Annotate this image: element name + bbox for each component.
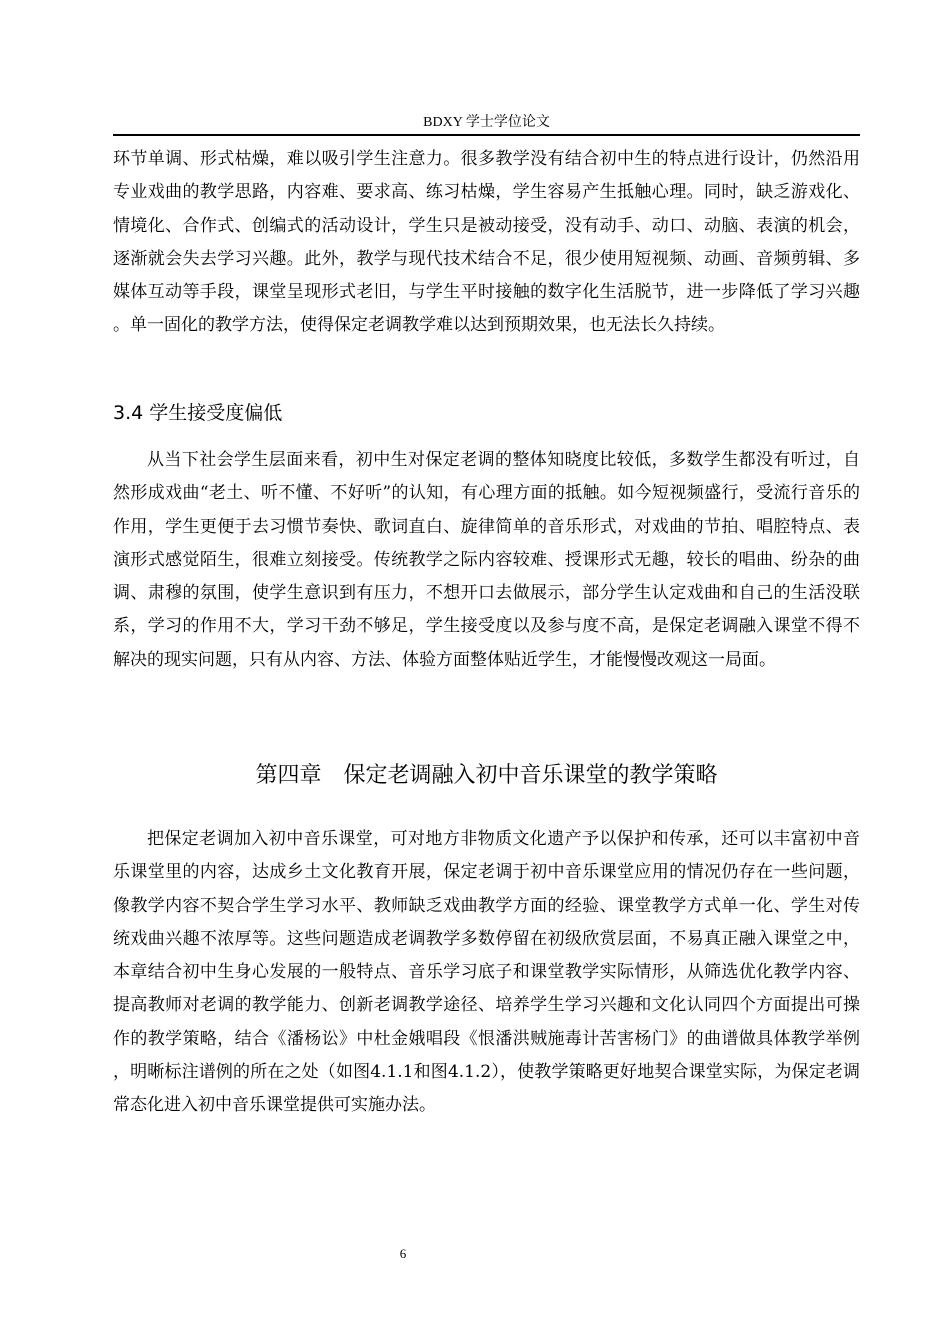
header-rule	[113, 134, 860, 136]
chapter-heading-4: 第四章 保定老调融入初中音乐课堂的教学策略	[255, 763, 718, 788]
running-header: BDXY 学士学位论文	[423, 115, 550, 130]
body-paragraph-continued: 环节单调、形式枯燥，难以吸引学生注意力。很多教学没有结合初中生的特点进行设计，仍然沿用专业戏曲的教学思路，内容难、要求高、练习枯燥，学生容易产生抵触心理。同时，缺乏游戏化、情境化、合作式、创编式的活动设计，学生只是被动接受，没有动手、动口、动脑、表演的机会，逐渐就会失去学习兴趣。此外，教学与现代技术结合不足，很少使用短视频、动画、音频剪辑、多媒体互动等手段，课堂呈现形式老旧，与学生平时接触的数字化生活脱节，进一步降低了学习兴趣。单一固化的教学方法，使得保定老调教学难以达到预期效果，也无法长久持续。	[113, 149, 860, 336]
body-paragraph-chapter-4: 把保定老调加入初中音乐课堂，可对地方非物质文化遗产予以保护和传承，还可以丰富初中音乐课堂里的内容，达成乡土文化教育开展，保定老调于初中音乐课堂应用的情况仍存在一些问题，像教学内容不契合学生学习水平、教师缺乏戏曲教学方面的经验、课堂教学方式单一化、学生对传统戏曲兴趣不浓厚等。这些问题造成老调教学多数停留在初级欣赏层面，不易真正融入课堂之中，本章结合初中生身心发展的一般特点、音乐学习底子和课堂教学实际情形，从筛选优化教学内容、提高教师对老调的教学能力、创新老调教学途径、培养学生学习兴趣和文化认同四个方面提出可操作的教学策略，结合《潘杨讼》中杜金娥唱段《恨潘洪贼施毒计苦害杨门》的曲谱做具体教学举例，明晰标注谱例的所在之处（如图4.1.1和图4.1.2），使教学策略更好地契合课堂实际，为保定老调常态化进入初中音乐课堂提供可实施办法。	[113, 829, 860, 1116]
section-heading-3-4: 3.4 学生接受度偏低	[113, 402, 283, 424]
body-paragraph-3-4: 从当下社会学生层面来看，初中生对保定老调的整体知晓度比较低，多数学生都没有听过，自然形成戏曲“老土、听不懂、不好听”的认知，有心理方面的抵触。如今短视频盛行，受流行音乐的作用，学生更便于去习惯节奏快、歌词直白、旋律简单的音乐形式，对戏曲的节拍、唱腔特点、表演形式感觉陌生，很难立刻接受。传统教学之际内容较难、授课形式无趣，较长的唱曲、纷杂的曲调、肃穆的氛围，使学生意识到有压力，不想开口去做展示，部分学生认定戏曲和自己的生活没联系，学习的作用不大，学习干劲不够足，学生接受度以及参与度不高，是保定老调融入课堂不得不解决的现实问题，只有从内容、方法、体验方面整体贴近学生，才能慢慢改观这一局面。	[113, 450, 860, 670]
page-number: 6	[399, 1246, 407, 1261]
